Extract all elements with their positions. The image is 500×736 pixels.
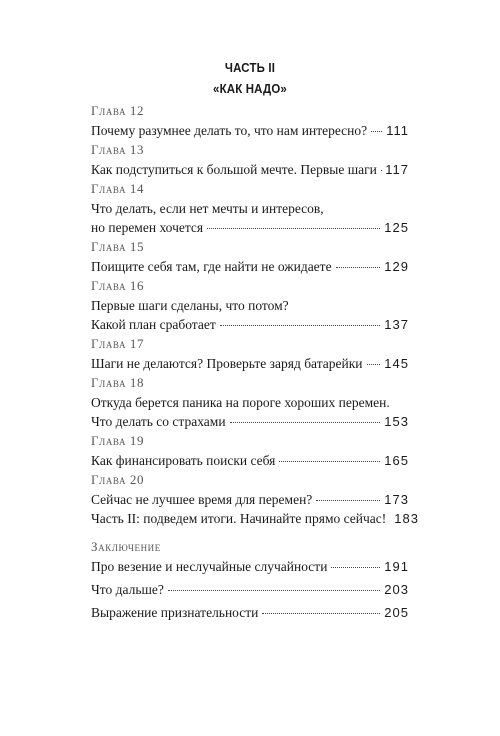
entry-title: Откуда берется паника на пороге хороших перемен. xyxy=(91,395,390,410)
dot-leader xyxy=(336,266,381,268)
toc-entry[interactable] xyxy=(91,160,409,179)
dot-leader xyxy=(331,566,380,568)
dot-leader xyxy=(168,589,380,591)
entry-title: Что делать со страхами xyxy=(91,414,226,429)
conclusion-label: Заключение xyxy=(91,539,161,554)
toc-entry[interactable] xyxy=(91,490,409,509)
page-number: 173 xyxy=(384,492,409,507)
chapter-label: Глава 12 xyxy=(91,103,145,118)
entry-title: Что дальше? xyxy=(91,582,164,597)
part-summary-entry[interactable] xyxy=(91,509,419,528)
toc-entry[interactable] xyxy=(91,603,409,622)
entry-title: Про везение и неслучайные случайности xyxy=(91,559,328,574)
page-number: 153 xyxy=(384,414,409,429)
toc-entry[interactable] xyxy=(91,315,409,334)
entry-title: Какой план сработает xyxy=(91,317,216,332)
entry-title: Поищите себя там, где найти не ожидаете xyxy=(91,259,332,274)
dot-leader xyxy=(316,499,380,501)
chapter-17 xyxy=(91,334,409,373)
toc-entry[interactable] xyxy=(91,257,409,276)
chapter-label: Глава 16 xyxy=(91,278,145,293)
toc-entry[interactable] xyxy=(91,580,409,599)
entry-title: Как финансировать поиски себя xyxy=(91,453,276,468)
entry-title: но перемен хочется xyxy=(91,220,204,235)
dot-leader xyxy=(279,460,380,462)
chapter-label: Глава 19 xyxy=(91,433,145,448)
conclusion-section xyxy=(91,537,409,622)
page-number: 145 xyxy=(384,356,409,371)
chapter-label: Глава 14 xyxy=(91,181,145,196)
section-gap xyxy=(91,528,409,537)
toc-entry-first-line[interactable] xyxy=(91,296,409,315)
toc-entry[interactable] xyxy=(91,121,409,140)
chapter-20 xyxy=(91,470,409,509)
page-number: 129 xyxy=(384,259,409,274)
toc-entry-first-line[interactable] xyxy=(91,199,409,218)
chapter-12 xyxy=(91,101,409,140)
dot-leader xyxy=(262,612,380,614)
entry-title: Выражение признательности xyxy=(91,605,259,620)
chapter-18 xyxy=(91,373,409,431)
entry-title: Что делать, если нет мечты и интересов, xyxy=(91,201,324,216)
dot-leader xyxy=(367,363,381,365)
chapter-16 xyxy=(91,276,409,334)
part-title: «КАК НАДО» xyxy=(213,81,287,96)
entry-title: Сейчас не лучшее время для перемен? xyxy=(91,492,313,507)
chapter-label: Глава 18 xyxy=(91,375,145,390)
entry-title: Часть II: подведем итоги. Начинайте прямо сейчас! xyxy=(91,511,387,526)
page-number: 111 xyxy=(386,123,409,138)
toc-entry[interactable] xyxy=(91,218,409,237)
chapter-label: Глава 13 xyxy=(91,142,145,157)
page-number: 191 xyxy=(384,559,409,574)
entry-title: Как подступиться к большой мечте. Первые шаги xyxy=(91,162,377,177)
page-number: 183 xyxy=(394,511,419,526)
toc-entry-first-line[interactable] xyxy=(91,393,409,412)
toc-entry[interactable] xyxy=(91,354,409,373)
table-of-contents xyxy=(91,101,419,626)
entry-title: Почему разумнее делать то, что нам интересно? xyxy=(91,123,368,138)
part-label: ЧАСТЬ II xyxy=(224,60,276,75)
toc-entry[interactable] xyxy=(91,451,409,470)
chapter-19 xyxy=(91,431,409,470)
chapter-14 xyxy=(91,179,409,237)
page-number: 203 xyxy=(384,582,409,597)
page-number: 205 xyxy=(384,605,409,620)
page-number: 125 xyxy=(384,220,409,235)
dot-leader xyxy=(371,130,382,132)
chapter-label: Глава 20 xyxy=(91,472,145,487)
entry-title: Первые шаги сделаны, что потом? xyxy=(91,298,289,313)
entry-title: Шаги не делаются? Проверьте заряд батарейки xyxy=(91,356,363,371)
chapter-label: Глава 17 xyxy=(91,336,145,351)
chapter-13 xyxy=(91,140,409,179)
chapter-15 xyxy=(91,237,409,276)
dot-leader xyxy=(230,421,381,423)
page-number: 117 xyxy=(385,162,409,177)
page-number: 137 xyxy=(384,317,409,332)
toc-entry[interactable] xyxy=(91,412,409,431)
toc-entry[interactable] xyxy=(91,557,409,576)
chapter-label: Глава 15 xyxy=(91,239,145,254)
dot-leader xyxy=(220,324,381,326)
dot-leader xyxy=(207,227,380,229)
page-number: 165 xyxy=(384,453,409,468)
